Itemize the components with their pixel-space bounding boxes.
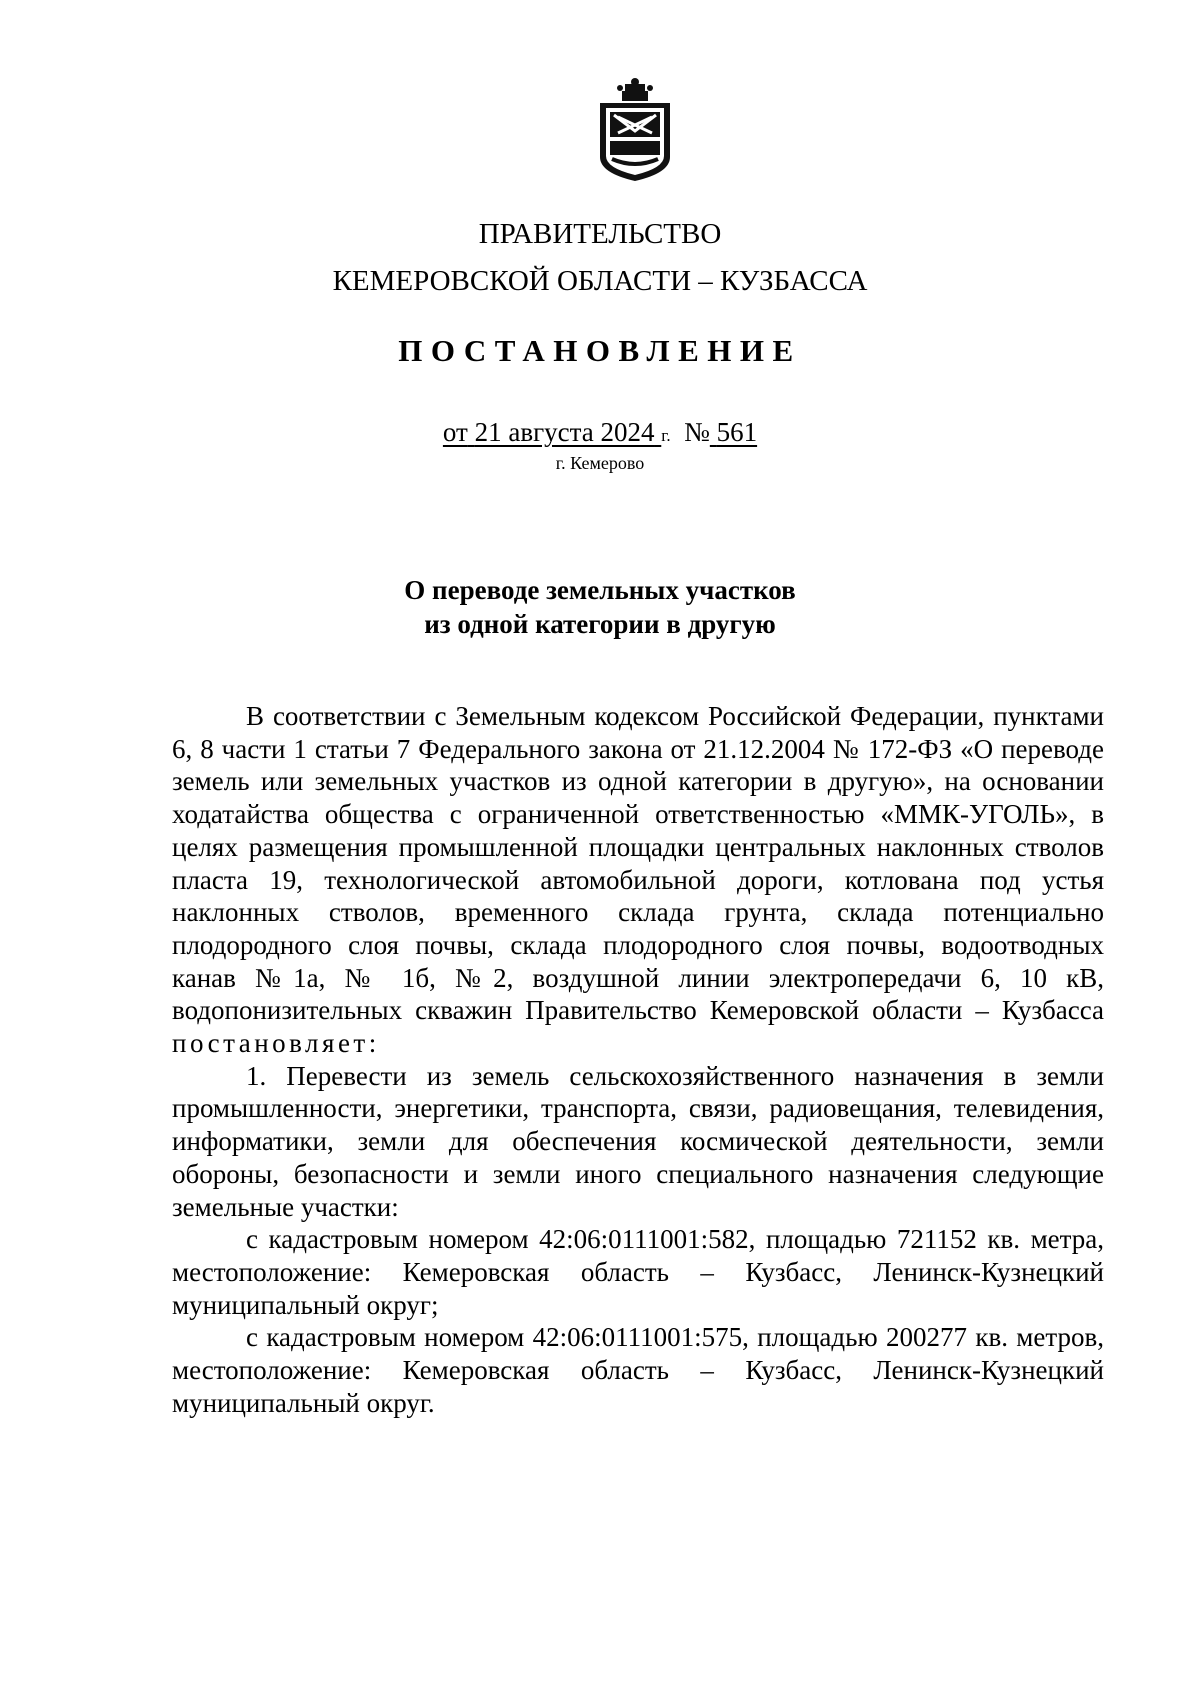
year-suffix: г. (661, 426, 671, 445)
org-name-line1: ПРАВИТЕЛЬСТВО (478, 218, 722, 250)
org-name-line2: КЕМЕРОВСКОЙ ОБЛАСТИ – КУЗБАССА (332, 265, 868, 297)
document-date: 21 августа 2024 (474, 417, 655, 447)
intro-text: В соответствии с Земельным кодексом Российской Федерации, пунктами 6, 8 части 1 статьи 7 Федерального закона от 21.12.2004 № 172-ФЗ «О переводе земель или земельных участков из одной категории в другую», на основании ходатайства общества с ограниченной ответственностью «ММК-УГОЛЬ», в целях размещения промышленной площадки центральных наклонных стволов пласта 19, технологической автомобильной дороги, котлована под устья наклонных стволов, временного склада грунта, склада потенциально плодородного слоя почвы, склада плодородного слоя почвы, водоотводных канав №1а, № 1б, №2, воздушной линии электропередачи 6, 10 кВ, водопонизительных скважин Правительство Кемеровской области – Кузбасса (172, 701, 1104, 1026)
decree-word: постановляет (172, 1028, 369, 1059)
document-type: ПОСТАНОВЛЕНИЕ (398, 333, 802, 368)
city: г. Кемерово (555, 453, 645, 473)
document-number: 561 (716, 417, 758, 447)
item-1-paragraph: 1. Перевести из земель сельскохозяйственного назначения в земли промышленности, энергетики, транспорта, связи, радиовещания, телевидения, информатики, земли для обеспечения космической деятельности, земли обороны, безопасности и земли иного специального назначения следующие земельные участки: (172, 1060, 1104, 1222)
coat-of-arms-icon (594, 77, 676, 184)
subject-line1: О переводе земельных участков (404, 575, 796, 605)
intro-paragraph (172, 700, 1104, 1060)
document-body (172, 700, 1104, 1419)
parcel-1-paragraph: с кадастровым номером 42:06:0111001:582, площадью 721152 кв. метра, местоположение: Кемеровская область – Кузбасс, Ленинск-Кузнецкий муниципальный округ; (172, 1224, 1104, 1320)
date-prefix: от (442, 417, 468, 447)
decree-colon: : (368, 1028, 377, 1059)
date-number-line (0, 417, 1200, 451)
document-subject (0, 573, 1200, 641)
subject-line2: из одной категории в другую (424, 609, 776, 639)
number-sign: № (684, 417, 710, 447)
parcel-2-paragraph: с кадастровым номером 42:06:0111001:575, площадью 200277 кв. метров, местоположение: Кемеровская область – Кузбасс, Ленинск-Кузнецкий муниципальный округ. (172, 1322, 1104, 1418)
